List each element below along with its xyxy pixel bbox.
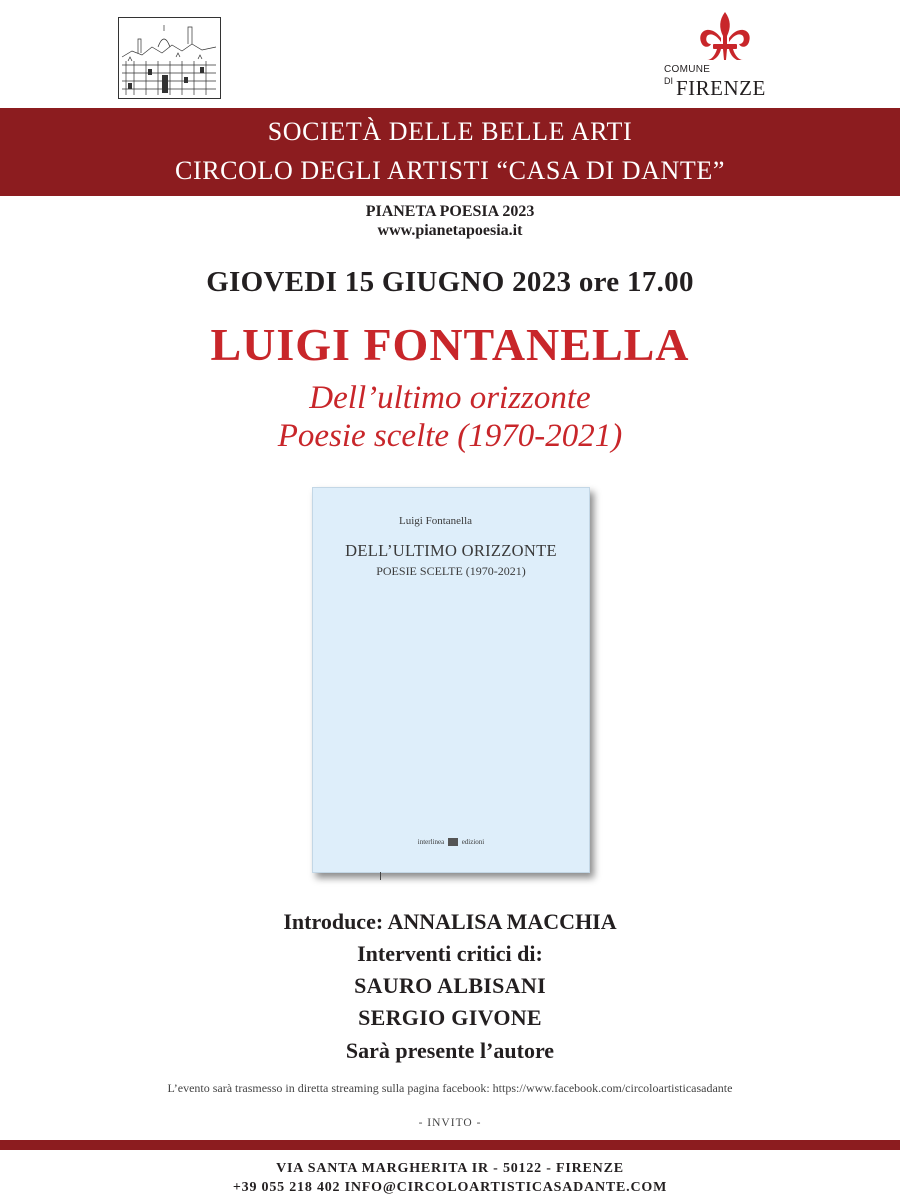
author-presence: Sarà presente l’autore — [345, 1038, 555, 1063]
cover-author: Luigi Fontanella — [399, 515, 473, 527]
festival-name: PIANETA POESIA 2023 — [365, 203, 535, 220]
event-author: LUIGI FONTANELLA — [210, 319, 690, 370]
cover-shadow-mark — [380, 872, 381, 880]
book-title-line2: Poesie scelte (1970-2021) — [277, 418, 623, 454]
society-name: SOCIETÀ DELLE BELLE ARTI — [267, 117, 633, 146]
critic-name: SAURO ALBISANI — [354, 973, 546, 998]
festival-website: www.pianetapoesia.it — [377, 222, 523, 239]
comune-di-firenze-logo — [663, 12, 775, 100]
footer-contacts: +39 055 218 402 INFO@CIRCOLOARTISTICASADANTE.COM — [232, 1180, 668, 1195]
publisher-logo-icon — [448, 838, 458, 846]
book-title-line1: Dell’ultimo orizzonte — [309, 380, 591, 416]
circle-name: CIRCOLO DEGLI ARTISTI “CASA DI DANTE” — [175, 156, 725, 185]
introducer: Introduce: ANNALISA MACCHIA — [283, 909, 617, 934]
cover-publisher — [313, 838, 589, 846]
city-name: FIRENZE — [676, 76, 766, 100]
publisher-name: interlinea — [417, 838, 445, 846]
event-datetime: GIOVEDI 15 GIUGNO 2023 ore 17.00 — [206, 266, 694, 298]
cover-subtitle: POESIE SCELTE (1970-2021) — [376, 564, 526, 578]
di-label: DI — [664, 76, 673, 86]
footer-divider — [0, 1140, 900, 1150]
critics-label: Interventi critici di: — [357, 941, 543, 966]
footer-address: VIA SANTA MARGHERITA IR - 50122 - FIRENZE — [276, 1161, 624, 1176]
critic-name: SERGIO GIVONE — [358, 1005, 542, 1030]
florence-skyline-logo — [118, 17, 221, 99]
fleur-de-lis-icon — [693, 12, 757, 62]
streaming-note: L’evento sarà trasmesso in diretta streaming sulla pagina facebook: https://www.facebook.com/circoloartisticasadante — [167, 1081, 733, 1095]
header-band — [0, 108, 900, 196]
skyline-icon — [118, 17, 221, 99]
cover-title: DELL’ULTIMO ORIZZONTE — [345, 541, 557, 560]
publisher-suffix: edizioni — [461, 838, 485, 846]
comune-label: COMUNE — [664, 64, 711, 75]
invito-label: - INVITO - — [418, 1117, 482, 1129]
book-cover — [312, 487, 590, 873]
